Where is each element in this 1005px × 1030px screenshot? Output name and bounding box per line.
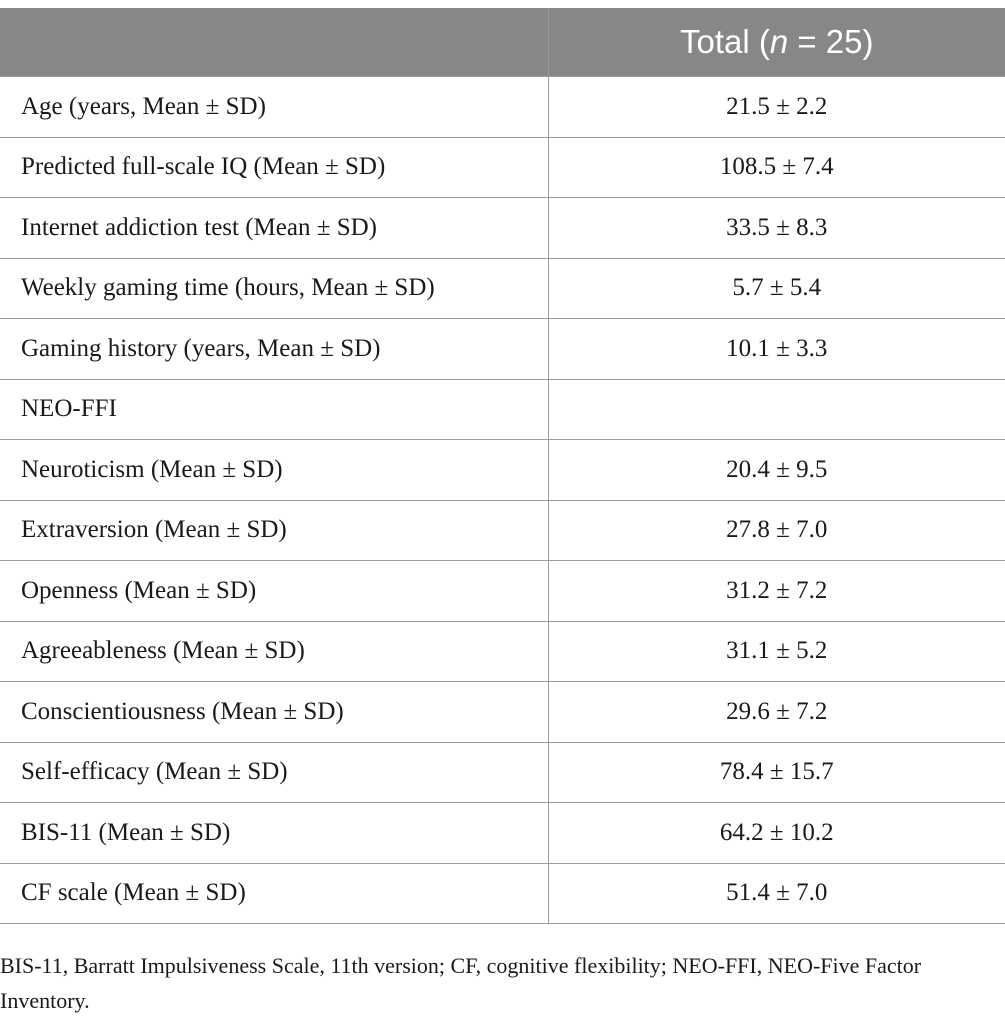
table-row: [0, 863, 1005, 924]
demographics-table-container: [0, 8, 1005, 924]
row-value-cell: 29.6 ± 7.2: [548, 682, 1005, 743]
row-label-cell: Age (years, Mean ± SD): [0, 77, 548, 138]
table-row: [0, 561, 1005, 622]
row-label-cell: Weekly gaming time (hours, Mean ± SD): [0, 258, 548, 319]
row-value-cell: 78.4 ± 15.7: [548, 742, 1005, 803]
row-value-cell: 10.1 ± 3.3: [548, 319, 1005, 380]
header-total-suffix: = 25): [788, 23, 874, 60]
table-footnote: BIS-11, Barratt Impulsiveness Scale, 11th version; CF, cognitive flexibility; NEO-FFI, NEO-Five Factor Inventory.: [0, 953, 922, 1013]
table-row: [0, 379, 1005, 440]
table-row: [0, 198, 1005, 259]
header-variable-cell: [0, 8, 548, 77]
row-value-cell: 20.4 ± 9.5: [548, 440, 1005, 501]
table-row: [0, 742, 1005, 803]
row-value-cell: 108.5 ± 7.4: [548, 137, 1005, 198]
table-row: [0, 258, 1005, 319]
row-label-cell: Agreeableness (Mean ± SD): [0, 621, 548, 682]
table-row: [0, 803, 1005, 864]
row-value-cell: 51.4 ± 7.0: [548, 863, 1005, 924]
row-value-cell: 64.2 ± 10.2: [548, 803, 1005, 864]
row-value-cell: 21.5 ± 2.2: [548, 77, 1005, 138]
row-value-cell: 31.2 ± 7.2: [548, 561, 1005, 622]
table-row: [0, 621, 1005, 682]
header-total-n: n: [769, 23, 789, 60]
row-label-cell: BIS-11 (Mean ± SD): [0, 803, 548, 864]
row-label-cell: Predicted full-scale IQ (Mean ± SD): [0, 137, 548, 198]
row-label-cell: NEO-FFI: [0, 379, 548, 440]
row-label-cell: Extraversion (Mean ± SD): [0, 500, 548, 561]
header-total-cell: [548, 8, 1005, 77]
row-value-cell: 27.8 ± 7.0: [548, 500, 1005, 561]
row-value-cell: 5.7 ± 5.4: [548, 258, 1005, 319]
row-label-cell: Self-efficacy (Mean ± SD): [0, 742, 548, 803]
header-total-prefix: Total (: [679, 23, 770, 60]
row-label-cell: Neuroticism (Mean ± SD): [0, 440, 548, 501]
row-label-cell: Gaming history (years, Mean ± SD): [0, 319, 548, 380]
table-row: [0, 77, 1005, 138]
table-header-row: [0, 8, 1005, 77]
demographics-table: [0, 8, 1005, 924]
table-body: [0, 77, 1005, 924]
table-row: [0, 319, 1005, 380]
row-label-cell: CF scale (Mean ± SD): [0, 863, 548, 924]
table-row: [0, 440, 1005, 501]
row-label-cell: Internet addiction test (Mean ± SD): [0, 198, 548, 259]
table-row: [0, 137, 1005, 198]
row-value-cell: 33.5 ± 8.3: [548, 198, 1005, 259]
row-label-cell: Openness (Mean ± SD): [0, 561, 548, 622]
table-row: [0, 682, 1005, 743]
row-value-cell: 31.1 ± 5.2: [548, 621, 1005, 682]
row-label-cell: Conscientiousness (Mean ± SD): [0, 682, 548, 743]
row-value-cell: [548, 379, 1005, 440]
table-row: [0, 500, 1005, 561]
